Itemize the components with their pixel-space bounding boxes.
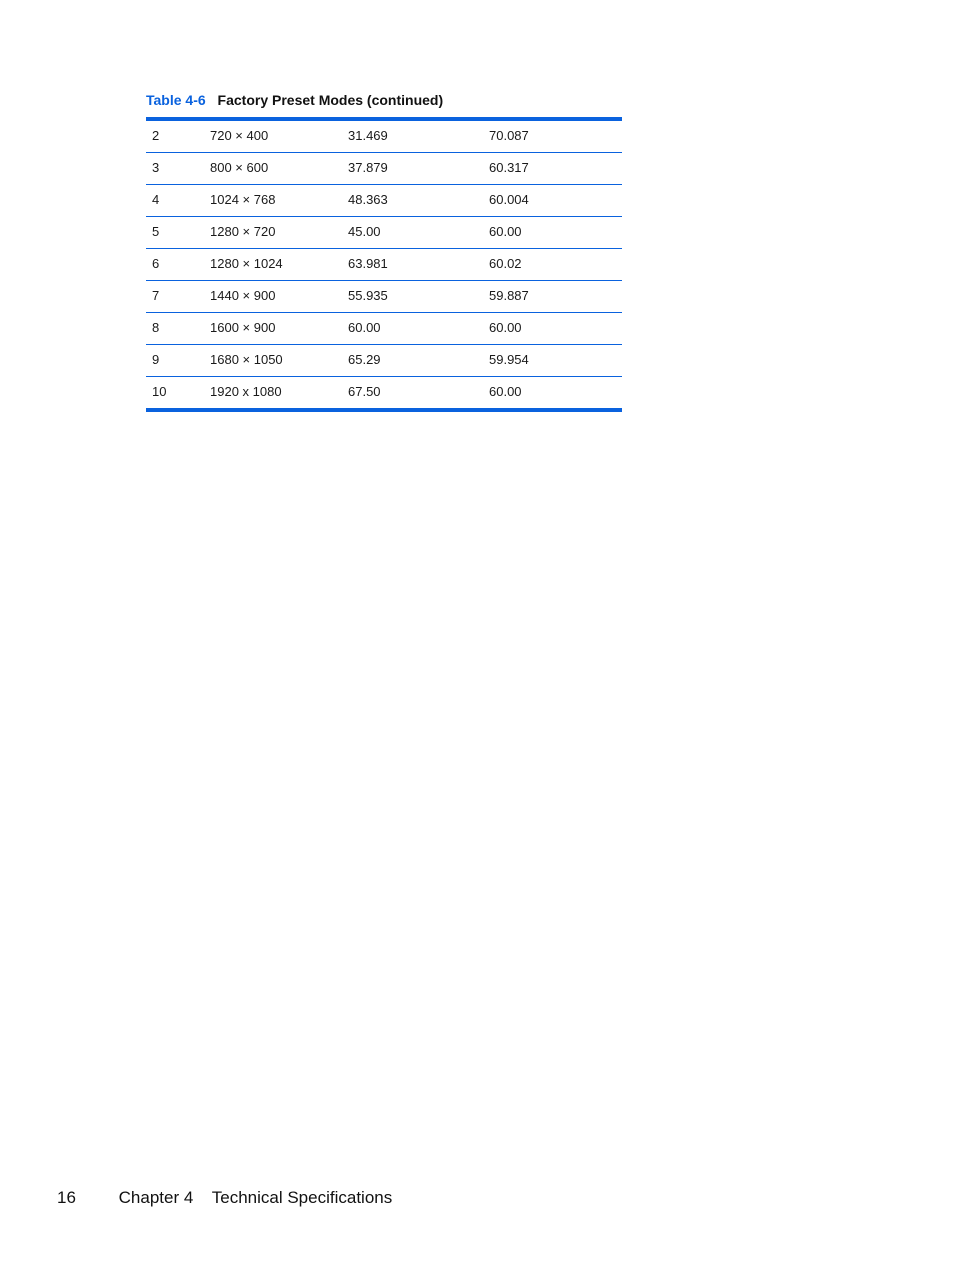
horizontal-frequency-cell: 67.50 [348,384,381,399]
table-row [146,249,622,281]
vertical-frequency-cell: 70.087 [489,128,529,143]
resolution-cell: 1920 x 1080 [210,384,282,399]
table-number: Table 4-6 [146,92,206,108]
mode-cell: 9 [152,352,160,367]
page-number: 16 [57,1188,76,1207]
vertical-frequency-cell: 60.02 [489,256,522,271]
table-caption [146,92,443,108]
horizontal-frequency-cell: 63.981 [348,256,388,271]
table-row [146,281,622,313]
vertical-frequency-cell: 60.317 [489,160,529,175]
mode-cell: 4 [152,192,160,207]
table-row [146,345,622,377]
table-title: Factory Preset Modes (continued) [217,92,444,108]
table-row [146,377,622,408]
mode-cell: 10 [152,384,167,399]
table-row [146,217,622,249]
resolution-cell: 1440 × 900 [210,288,276,303]
resolution-cell: 800 × 600 [210,160,269,175]
resolution-cell: 1680 × 1050 [210,352,283,367]
vertical-frequency-cell: 60.004 [489,192,529,207]
mode-cell: 6 [152,256,160,271]
chapter-label: Chapter 4 [118,1188,194,1207]
horizontal-frequency-cell: 31.469 [348,128,388,143]
resolution-cell: 1280 × 720 [210,224,276,239]
horizontal-frequency-cell: 45.00 [348,224,381,239]
vertical-frequency-cell: 59.954 [489,352,529,367]
resolution-cell: 1024 × 768 [210,192,276,207]
table-row [146,153,622,185]
resolution-cell: 720 × 400 [210,128,269,143]
factory-preset-modes-table [146,117,622,412]
horizontal-frequency-cell: 37.879 [348,160,388,175]
horizontal-frequency-cell: 60.00 [348,320,381,335]
horizontal-frequency-cell: 48.363 [348,192,388,207]
mode-cell: 2 [152,128,160,143]
vertical-frequency-cell: 60.00 [489,320,522,335]
horizontal-frequency-cell: 55.935 [348,288,388,303]
page-footer [57,1188,392,1208]
table-row [146,121,622,153]
mode-cell: 5 [152,224,160,239]
mode-cell: 3 [152,160,160,175]
vertical-frequency-cell: 60.00 [489,384,522,399]
resolution-cell: 1600 × 900 [210,320,276,335]
horizontal-frequency-cell: 65.29 [348,352,381,367]
table-row [146,185,622,217]
mode-cell: 8 [152,320,160,335]
table-row [146,313,622,345]
resolution-cell: 1280 × 1024 [210,256,283,271]
vertical-frequency-cell: 59.887 [489,288,529,303]
vertical-frequency-cell: 60.00 [489,224,522,239]
section-title: Technical Specifications [211,1188,393,1207]
mode-cell: 7 [152,288,160,303]
